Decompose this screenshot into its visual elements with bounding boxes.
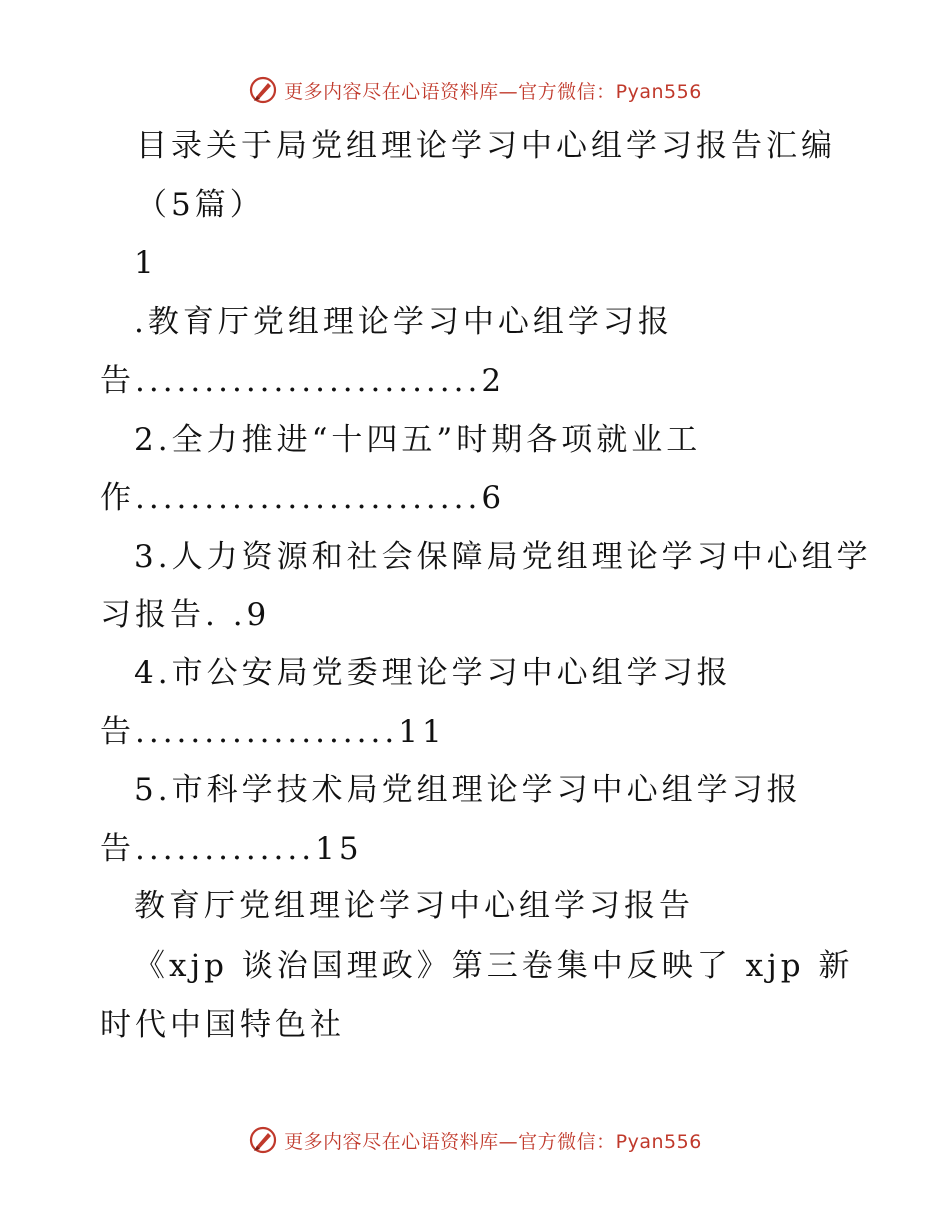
toc-item-5-line2: 告.............15 <box>100 831 363 867</box>
doc-title-line1: 目录关于局党组理论学习中心组学习报告汇编 <box>136 128 836 164</box>
doc-title-line2: （5篇） <box>136 187 265 223</box>
watermark-banner-bottom <box>0 1122 950 1158</box>
toc-item-2-line1: 2.全力推进“十四五”时期各项就业工 <box>134 422 702 458</box>
toc-item-5-line1: 5.市科学技术局党组理论学习中心组学习报 <box>134 772 802 808</box>
toc-item-2-line2: 作.........................6 <box>100 480 506 516</box>
watermark-banner-top <box>0 72 950 108</box>
toc-item-1-line2: .教育厅党组理论学习中心组学习报 <box>134 304 673 340</box>
toc-item-3-line2: 习报告. .9 <box>100 597 271 633</box>
pen-seal-logo-icon <box>248 75 278 105</box>
toc-item-4-line2: 告...................11 <box>100 714 446 750</box>
section-title: 教育厅党组理论学习中心组学习报告 <box>134 888 694 924</box>
toc-item-1-line3: 告.........................2 <box>100 363 506 399</box>
toc-item-3-line1: 3.人力资源和社会保障局党组理论学习中心组学 <box>134 539 872 575</box>
body-paragraph-line2: 时代中国特色社 <box>100 1007 345 1043</box>
pen-seal-logo-icon <box>248 1125 278 1155</box>
toc-item-1-line1: 1 <box>134 245 155 281</box>
watermark-text: 更多内容尽在心语资料库—官方微信：Pyan556 <box>284 80 702 103</box>
watermark-text: 更多内容尽在心语资料库—官方微信：Pyan556 <box>284 1130 702 1153</box>
body-paragraph-line1: 《xjp 谈治国理政》第三卷集中反映了 xjp 新 <box>134 948 854 984</box>
toc-item-4-line1: 4.市公安局党委理论学习中心组学习报 <box>134 655 732 691</box>
